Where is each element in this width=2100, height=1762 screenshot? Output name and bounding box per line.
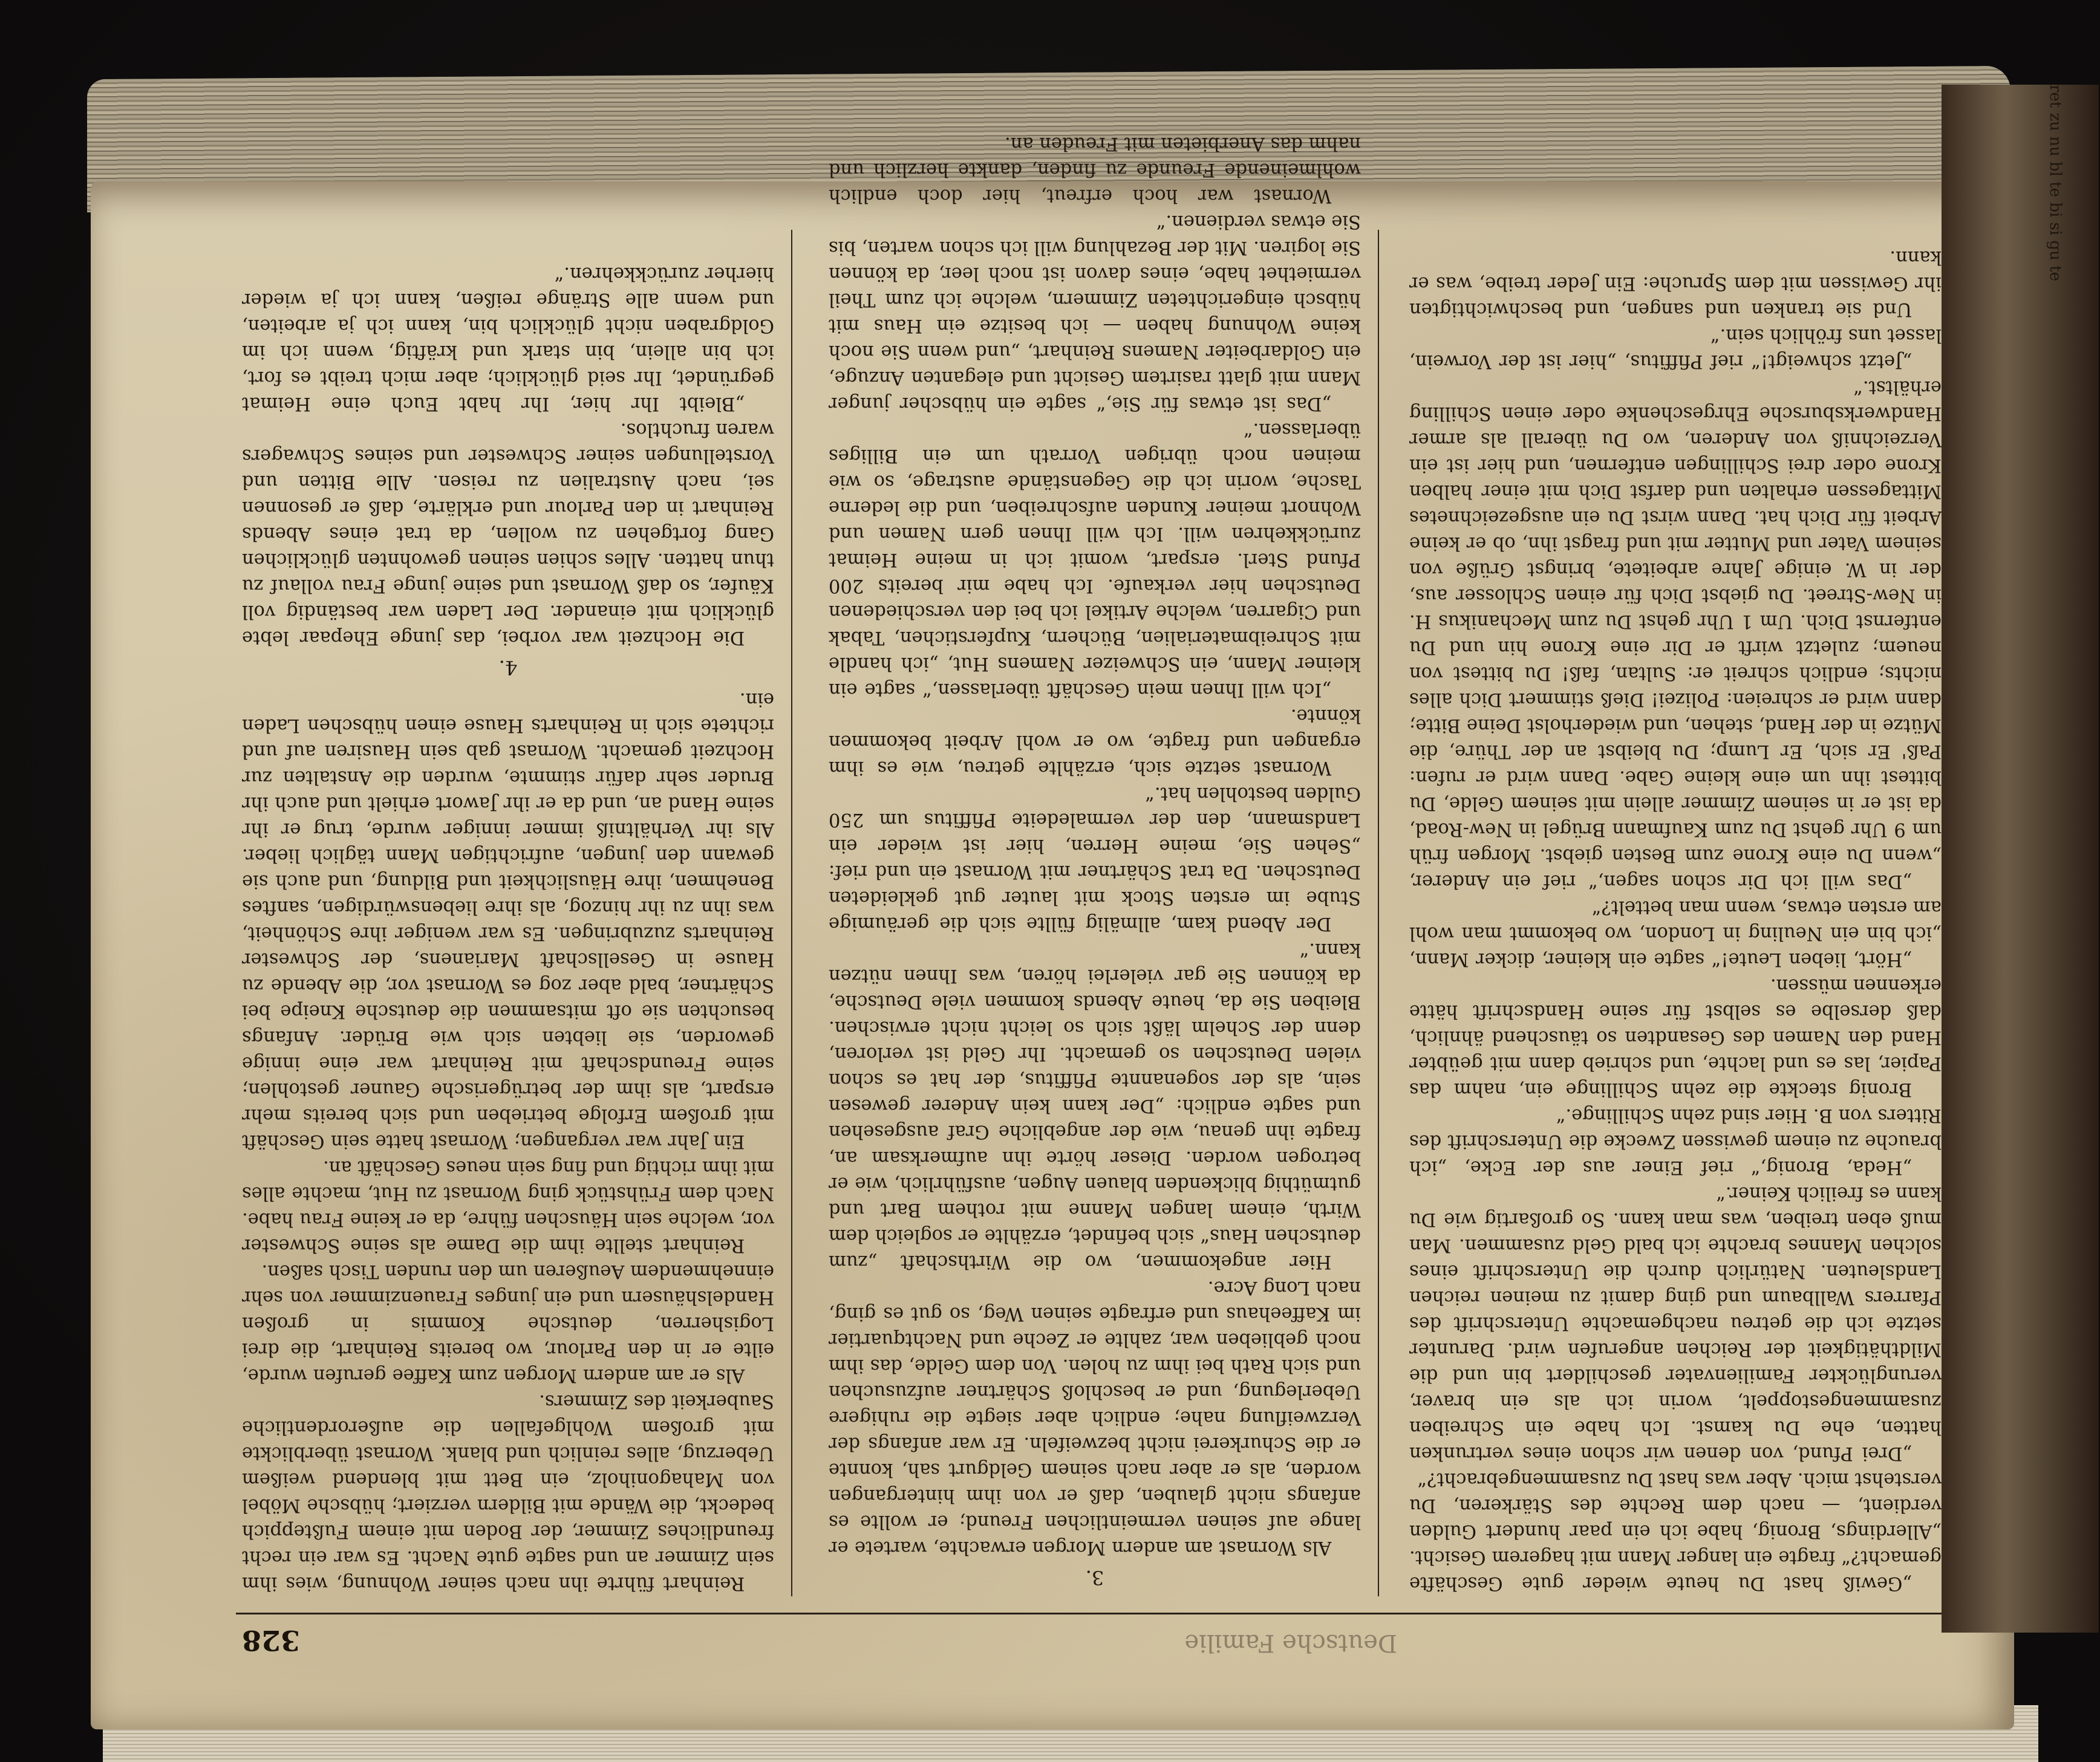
section-number: 3. [1085,1566,1104,1589]
column-rule [791,230,792,1596]
paragraph: „Bleibt Ihr hier, Ihr habt Euch eine Heimat gegründet, Ihr seid glücklich; aber mich treibt es fort, ich bin allein, bin stark und kräftig, wenn ich im Goldgraben nicht glücklich bin, kann ich ja arbeiten, und wenn alle Stränge reißen, kann ich ja wieder hierher zurückkehren.“ [242,263,774,414]
paragraph: „Das will ich Dir schon sagen,“ rief ein Anderer, „wenn Du eine Krone zum Besten giebst. Morgen früh um 9 Uhr gehst Du zum Kaufmann Brügel in New-Road, da ist er in seinem Zimmer allein mit seinem Gelde, Du bittest ihn um eine kleine Gabe. Dann wird er rufen: Paß' Er sich, Er Lump; Du bleibst an der Thüre, die Mütze in der Hand, stehen, und wiederholst Deine Bitte; dann wird er schreien: Polizei! Dieß stimmert Dich alles nichts; endlich schreit er: Sultan, faß! Du bittest von neuem; zuletzt wirft er Dir eine Krone hin und Du entfernst Dich. Um 1 Uhr gehst Du zum Mechanikus H. in New-Street. Du giebst Dich für einen Schlosser aus, der in W. einige Jahre arbeitete, bringst Grüße von seinem Vater und Mutter mit und fragst ihn, ob er keine Arbeit für Dich hat. Dann wirst Du ein ausgezeichnetes Mittagessen erhalten und darfst Dich mit einer halben Krone oder drei Schillingen entfernen, und hier ist ein Verzeichniß von Anderen, wo Du überall als armer Handwerksbursche Ehrgeschenke oder einen Schilling erhältst.“ [1409,377,1942,892]
paragraph: Die Hochzeit war vorbei, das junge Ehepaar lebte glücklich mit einander. Der Laden war beständig voll Käufer, so daß Wornast und seine junge Frau vollauf zu thun hatten. Alles schien seinen gewohnten glücklichen Gang fortgehen zu wollen, da trat eines Abends Reinhart in den Parlour und erklärte, daß er gesonnen sei, nach Australien zu reisen. Alle Bitten und Vorstellungen seiner Schwester und seines Schwagers waren fruchtlos. [242,419,774,648]
header-rule [236,1613,1942,1614]
text-column-3 [242,261,774,1596]
running-head: Deutsche Familie [1184,1629,1397,1657]
paragraph: Hier angekommen, wo die Wirthschaft „zum deutschen Haus“ sich befindet, erzählte er sogleich dem Wirth, einem langen Manne mit rothem Bart und gutmüthig blickenden blauen Augen, ausführlich, wie er betrogen worden. Dieser hörte ihn aufmerksam an, fragte ihn genau, wie der angebliche Graf ausgesehen und sagte endlich: „Der kann kein Anderer gewesen sein, als der sogenannte Pfiffitus, der hat es schon vielen Deutschen so gemacht. Ihr Geld ist verloren, denn der Schelm läßt sich so leicht nicht erwischen. Bleiben Sie da, heute Abends kommen viele Deutsche, da können Sie gar vielerlei hören, was Ihnen nützen kann.“ [829,939,1361,1272]
column-rule [1378,230,1379,1596]
paragraph: „Ich will Ihnen mein Geschäft überlassen,“ sagte ein kleiner Mann, ein Schweizer Namens Hut, „ich handle mit Schreibmaterialien, Büchern, Kupferstichen, Tabak und Cigarren, welche Artikel ich bei den verschiedenen Deutschen hier verkaufe. Ich habe mir bereits 200 Pfund Sterl. erspart, womit ich in meine Heimat zurückkehren will. Ich will Ihnen gern Namen und Wohnort meiner Kunden aufschreiben, und die lederne Tasche, worin ich die Gegenstände austrage, so wie meinen noch übrigen Vorrath um ein Billiges überlassen.“ [829,419,1361,700]
paragraph: Als Wornast am andern Morgen erwachte, wartete er lange auf seinen vermeintlichen Freund; er wollte es anfangs nicht glauben, daß er von ihm hintergangen worden, als er aber nach seinem Geldgurt sah, konnte er die Schurkerei nicht bezweifeln. Er war anfangs der Verzweiflung nahe; endlich aber siegte die ruhigere Ueberlegung, und er beschloß Schärtner aufzusuchen und sich Rath bei ihm zu holen. Von dem Gelde, das ihm noch geblieben war, zahlte er Zeche und Nachtquartier im Kaffeehaus und erfragte seinen Weg, so gut es ging, nach Long Acre. [829,1277,1361,1558]
paragraph: Reinhart stellte ihm die Dame als seine Schwester vor, welche sein Häuschen führe, da er keine Frau habe. Nach dem Frühstück ging Wornast zu Hut, machte alles mit ihm richtig und fing sein neues Geschäft an. [242,1157,774,1256]
paragraph: Als er am andern Morgen zum Kaffee gerufen wurde, eilte er in den Parlour, wo bereits Reinhart, die drei Logisherren, deutsche Kommis in großen Handelshäusern und ein junges Frauenzimmer von sehr einnehmendem Aeußeren um den runden Tisch saßen. [242,1261,774,1386]
paragraph: Der Abend kam, allmälig füllte sich die geräumige Stube im ersten Stock mit lauter gut gekleideten Deutschen. Da trat Schärtner mit Wornast ein und rief: „Sehen Sie, meine Herren, hier ist wieder ein Landsmann, den der vermaledeite Pfiffitus um 250 Gulden bestohlen hat.“ [829,783,1361,934]
section-number: 4. [498,656,518,679]
paragraph: „Drei Pfund, von denen wir schon eines vertrunken hatten, ehe Du kamst. Ich habe ein Schreiben zusammengestoppelt, worin ich als ein braver, verunglückter Familienvater geschildert bin und die Mildthätigkeit der Reichen angerufen wird. Darunter setzte ich die getreu nachgemachte Unterschrift des Pfarrers Wallbaum und ging damit zu meinen reichen Landsleuten. Natürlich durch die Unterschrift eines solchen Mannes brachte ich bald Geld zusammen. Man muß eben treiben, was man kann. So großartig wie Du kann es freilich Keiner.“ [1409,1183,1942,1464]
book-page [91,133,2014,1729]
page-content-rotated [236,133,1942,1657]
paragraph: „Hört, lieben Leute!“ sagte ein kleiner, dicker Mann, „ich bin ein Neuling in London, wo bekommt man wohl am ersten etwas, wenn man bettelt?“ [1409,897,1942,970]
text-column-2 [829,131,1361,1596]
paragraph: Wornast war hoch erfreut, hier doch endlich wohlmeinende Freunde zu finden, dankte herzlich und nahm das Anerbieten mit Freuden an. [829,133,1361,206]
paragraph: Bronig steckte die zehn Schillinge ein, nahm das Papier, las es und lachte, und schrieb dann mit geübter Hand den Namen des Gesandten so täuschend ähnlich, daß derselbe es selbst für seine Handschrift hätte erkennen müssen. [1409,975,1942,1100]
open-book [91,73,2026,1762]
paragraph: „Heda, Bronig,“ rief Einer aus der Ecke, „ich brauche zu einem gewissen Zwecke die Unterschrift des Ritters von B. Hier sind zehn Schillinge.“ [1409,1105,1942,1178]
paragraph: Und sie tranken und sangen, und beschwichtigten ihr Gewissen mit dem Spruche: Ein Jeder treibe, was er kann. [1409,247,1942,320]
facing-page-fragment: ret zu nu bl te bi si gu te [2046,85,2064,281]
paragraph: „Gewiß hast Du heute wieder gute Geschäfte gemacht?“ fragte ein langer Mann mit hagerem Gesicht. „Allerdings, Bronig, habe ich ein paar hundert Gulden verdient, — nach dem Rechte des Stärkeren, Du verstehst mich. Aber was hast Du zusammengebracht?“ [1409,1469,1942,1594]
paragraph: „Jetzt schweigt!“ rief Pfiffitus, „hier ist der Vorwein, lasset uns fröhlich sein.“ [1409,325,1942,372]
page-number: 328 [242,1624,301,1657]
paragraph: „Das ist etwas für Sie,“ sagte ein hübscher junger Mann mit glatt rasirtem Gesicht und eleganten Anzuge, ein Goldarbeiter Namens Reinhart, „und wenn Sie noch keine Wohnung haben — ich besitze ein Haus mit hübsch eingerichteten Zimmern, welche ich zum Theil vermiethet habe, eines davon ist noch leer, da können Sie logiren. Mit der Bezahlung will ich schon warten, bis Sie etwas verdienen.“ [829,211,1361,414]
paragraph: Reinhart führte ihn nach seiner Wohnung, wies ihm sein Zimmer an und sagte gute Nacht. Es war ein recht freundliches Zimmer, der Boden mit einem Fußteppich bedeckt, die Wände mit Bildern verziert; hübsche Möbel von Mahagoniholz, ein Bett mit blendend weißem Ueberzug, alles reinlich und blank. Wornast überblickte mit großem Wohlgefallen die außerordentliche Sauberkeit des Zimmers. [242,1391,774,1594]
paragraph: Wornast setzte sich, erzählte getreu, wie es ihm ergangen und fragte, wo er wohl Arbeit bekommen könnte. [829,705,1361,778]
text-column-1 [1409,244,1942,1596]
paragraph: Ein Jahr war vergangen; Wornast hatte sein Geschäft mit großem Erfolge betrieben und sich bereits mehr erspart, als ihm der betrügerische Gauner gestohlen; seine Freundschaft mit Reinhart war eine innige geworden, sie liebten sich wie Brüder. Anfangs besuchten sie oft mitsammen die deutsche Kneipe bei Schärtner, bald aber zog es Wornast vor, die Abende zu Hause in Gesellschaft Marianens, der Schwester Reinharts zuzubringen. Es war weniger ihre Schönheit, was ihn zu ihr hinzog, als ihre liebenswürdigen, sanftes Benehmen, ihre Häuslichkeit und Bildung, und auch sie gewann den jungen, aufrichtigen Mann täglich lieber. Als ihr Verhältniß immer inniger wurde, trug er ihr seine Hand an, und da er ihr Jawort erhielt und auch ihr Bruder sehr dafür stimmte, wurden die Anstalten zur Hochzeit gemacht. Wornast gab sein Hausiren auf und richtete sich in Reinharts Hause einen hübschen Laden ein. [242,689,774,1152]
